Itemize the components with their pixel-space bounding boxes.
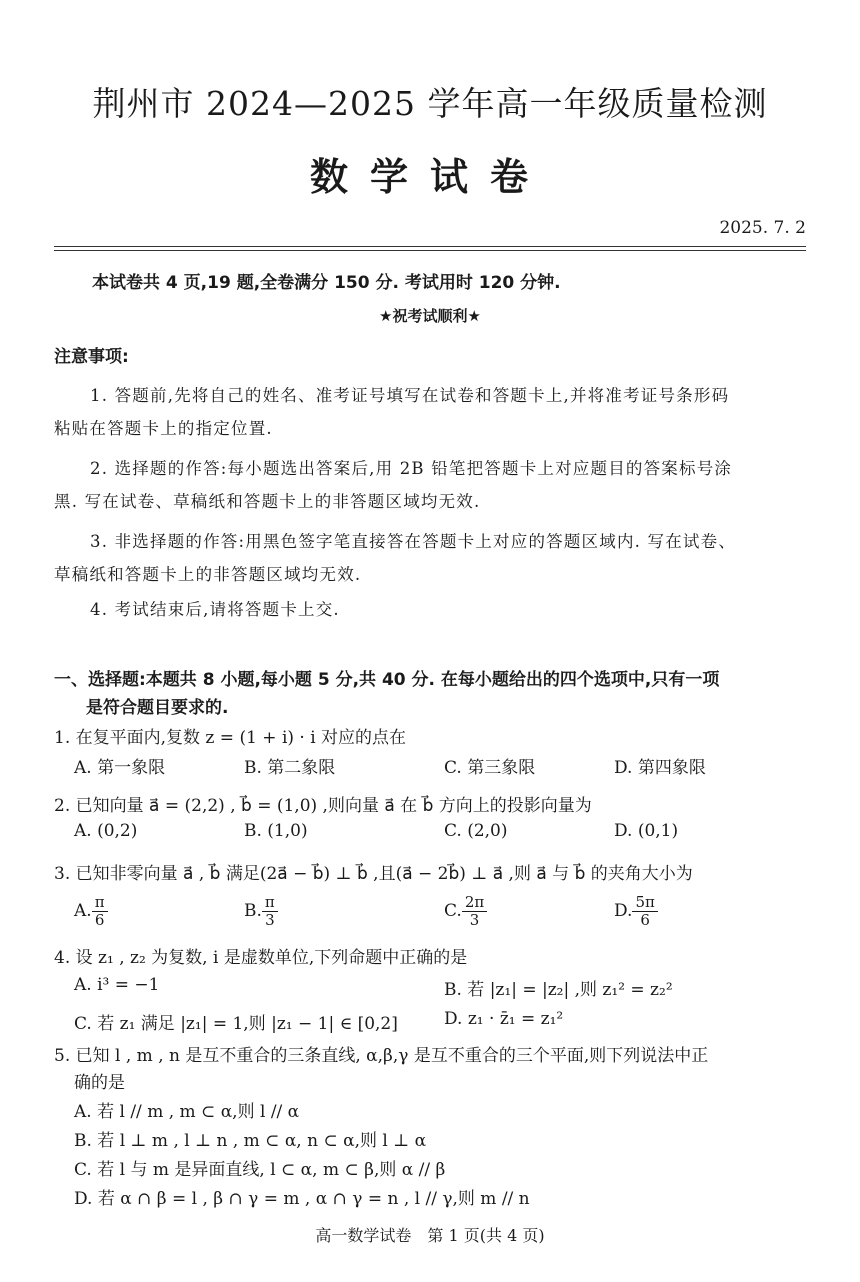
question-2-option-a: A. (0,2): [74, 821, 138, 841]
section-heading: 一、选择题:本题共 8 小题,每小题 5 分,共 40 分. 在每小题给出的四个选项中,只有一项: [54, 670, 720, 690]
question-1-option-d: D. 第四象限: [614, 758, 706, 778]
fraction-numerator: 2π: [462, 894, 487, 912]
question-5-option-a: A. 若 l // m , m ⊂ α,则 l // α: [74, 1102, 300, 1122]
question-1-option-c: C. 第三象限: [444, 758, 536, 778]
fraction: [262, 894, 278, 929]
notice-line: 草稿纸和答题卡上的非答题区域均无效.: [54, 565, 362, 584]
question-3-option-d: [614, 894, 658, 929]
notice-line: 黑. 写在试卷、草稿纸和答题卡上的非答题区域均无效.: [54, 492, 481, 511]
fraction-denominator: 6: [94, 911, 105, 929]
header-rule-thick: [54, 246, 806, 247]
question-3-option-a: [74, 894, 108, 929]
exam-info: 本试卷共 4 页,19 题,全卷满分 150 分. 考试用时 120 分钟.: [92, 273, 561, 293]
exam-date: 2025. 7. 2: [719, 218, 806, 238]
option-label: B.: [244, 901, 262, 921]
question-2-option-d: D. (0,1): [614, 821, 679, 841]
question-1-option-a: A. 第一象限: [74, 758, 166, 778]
question-1-stem: 1. 在复平面内,复数 z = (1 + i) · i 对应的点在: [54, 728, 407, 748]
exam-title: 荆州市 2024—2025 学年高一年级质量检测: [92, 84, 768, 123]
fraction: [462, 894, 487, 929]
question-5-stem-cont: 确的是: [74, 1073, 125, 1093]
question-3-option-c: [444, 894, 487, 929]
notice-line: 4. 考试结束后,请将答题卡上交.: [90, 600, 340, 619]
exam-subtitle: 数学试卷: [309, 155, 550, 199]
fraction-denominator: 3: [469, 911, 480, 929]
fraction-numerator: π: [92, 894, 108, 912]
question-3-stem: 3. 已知非零向量 a⃗ , b⃗ 满足(2a⃗ − b⃗) ⊥ b⃗ ,且(a⃗ − 2b⃗) ⊥ a⃗ ,则 a⃗ 与 b⃗ 的夹角大小为: [54, 864, 693, 884]
question-4-option-a: A. i³ = −1: [74, 975, 160, 995]
question-2-option-b: B. (1,0): [244, 821, 308, 841]
notice-line: 粘贴在答题卡上的指定位置.: [54, 419, 273, 438]
question-5-option-b: B. 若 l ⊥ m , l ⊥ n , m ⊂ α, n ⊂ α,则 l ⊥ α: [74, 1131, 427, 1151]
question-5-option-c: C. 若 l 与 m 是异面直线, l ⊂ α, m ⊂ β,则 α // β: [74, 1160, 446, 1180]
question-1-option-b: B. 第二象限: [244, 758, 336, 778]
question-4-option-d: D. z₁ · z̄₁ = z₁²: [444, 1009, 564, 1029]
fraction-numerator: 5π: [632, 894, 657, 912]
notice-line: 3. 非选择题的作答:用黑色签字笔直接答在答题卡上对应的答题区域内. 写在试卷、: [90, 532, 737, 551]
option-label: C.: [444, 901, 462, 921]
question-5-option-d: D. 若 α ∩ β = l , β ∩ γ = m , α ∩ γ = n , l // γ,则 m // n: [74, 1189, 530, 1209]
fraction: [92, 894, 108, 929]
question-2-stem: 2. 已知向量 a⃗ = (2,2) , b⃗ = (1,0) ,则向量 a⃗ 在 b⃗ 方向上的投影向量为: [54, 796, 592, 816]
fraction-numerator: π: [262, 894, 278, 912]
question-4-stem: 4. 设 z₁ , z₂ 为复数, i 是虚数单位,下列命题中正确的是: [54, 948, 468, 968]
section-heading-cont: 是符合题目要求的.: [86, 698, 229, 718]
notice-heading: 注意事项:: [54, 347, 129, 367]
question-3-option-b: [244, 894, 278, 929]
page-footer: 高一数学试卷 第 1 页(共 4 页): [315, 1226, 545, 1245]
notice-line: 1. 答题前,先将自己的姓名、准考证号填写在试卷和答题卡上,并将准考证号条形码: [90, 386, 730, 405]
option-label: A.: [74, 901, 92, 921]
blessing-text: ★祝考试顺利★: [379, 307, 481, 325]
fraction: [632, 894, 657, 929]
question-5-stem: 5. 已知 l , m , n 是互不重合的三条直线, α,β,γ 是互不重合的三个平面,则下列说法中正: [54, 1046, 709, 1066]
fraction-denominator: 3: [265, 911, 275, 929]
header-rule-thin: [54, 250, 806, 251]
notice-line: 2. 选择题的作答:每小题选出答案后,用 2B 铅笔把答题卡上对应题目的答案标号涂: [90, 459, 733, 478]
question-4-option-b: B. 若 |z₁| = |z₂| ,则 z₁² = z₂²: [444, 980, 673, 1000]
question-2-option-c: C. (2,0): [444, 821, 508, 841]
option-label: D.: [614, 901, 633, 921]
question-4-option-c: C. 若 z₁ 满足 |z₁| = 1,则 |z₁ − 1| ∈ [0,2]: [74, 1014, 398, 1034]
fraction-denominator: 6: [640, 911, 650, 929]
